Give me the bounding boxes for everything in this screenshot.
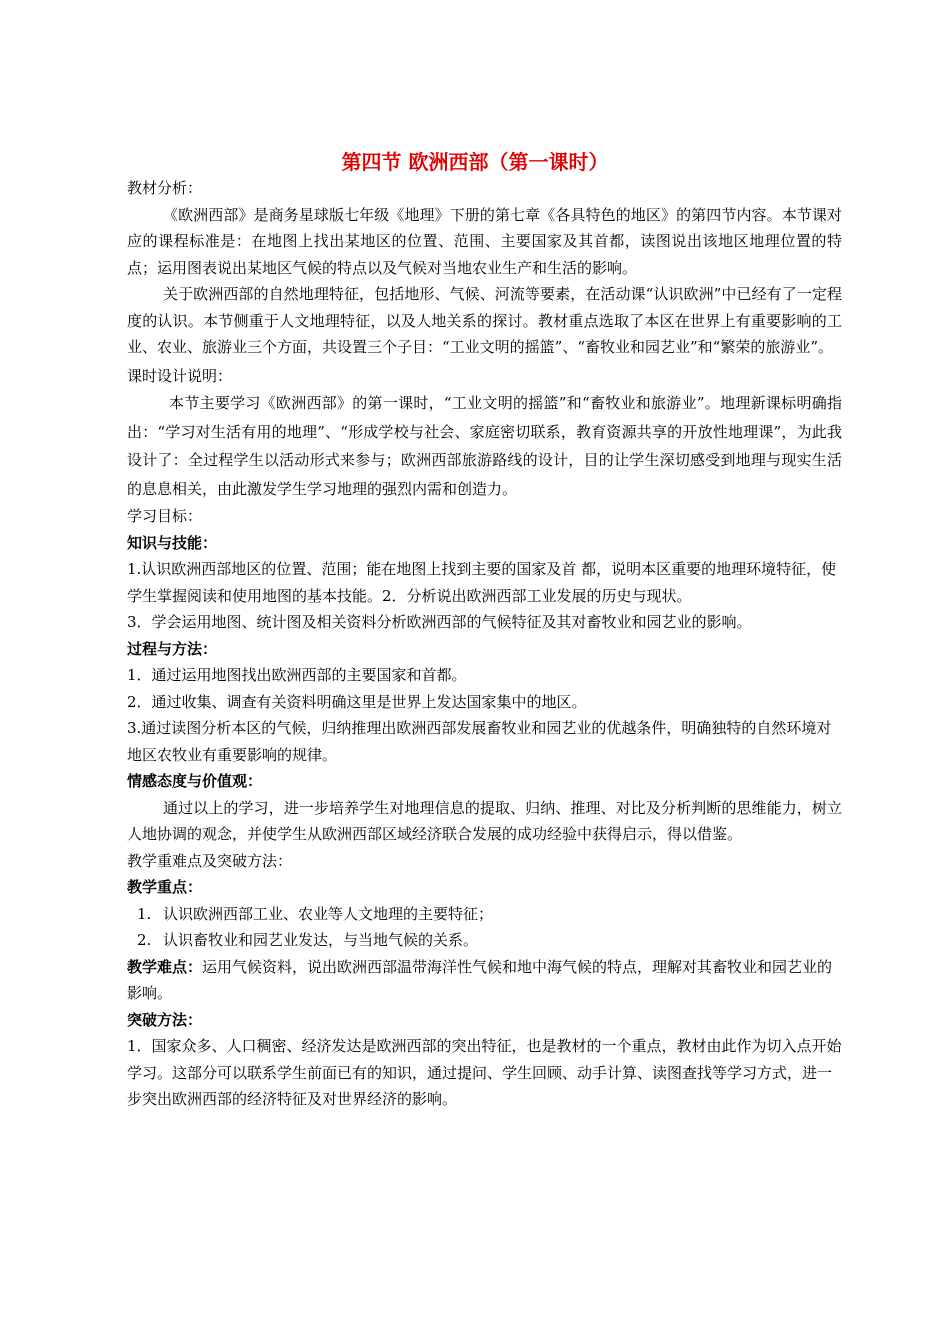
key-label: 教学重难点及突破方法： bbox=[127, 851, 293, 870]
knowledge-item-3: 3．学会运用地图、统计图及相关资料分析欧洲西部的气候特征及其对畜牧业和园艺业的影响。 bbox=[127, 613, 752, 631]
key-item-1 bbox=[127, 901, 842, 928]
document-body bbox=[127, 175, 842, 1113]
key-item-2-number: 2. bbox=[137, 931, 152, 949]
process-item-2: 2．通过收集、调查有关资料明确这里是世界上发达国家集中的地区。 bbox=[127, 692, 587, 711]
knowledge-item-1: 1.认识欧洲西部地区的位置、范围；能在地图上找到主要的国家及首 都，说明本区重要的地理环境特征，使学生掌握阅读和使用地图的基本技能。2．分析说出欧洲西部工业发展的历史与现状。 bbox=[127, 560, 837, 605]
difficulty-heading: 教学难点： bbox=[127, 957, 203, 976]
process-item-1: 1．通过运用地图找出欧洲西部的主要国家和首都。 bbox=[127, 666, 467, 684]
method-item-1: 1．国家众多、人口稠密、经济发达是欧洲西部的突出特征，也是教材的一个重点，教材由此作为切入点开始学习。这部分可以联系学生前面已有的知识，通过提问、学生回顾、动手计算、读图查找等学习方式，进一步突出欧洲西部的经济特征及对世界经济的影响。 bbox=[127, 1037, 842, 1108]
difficulty-paragraph bbox=[127, 954, 842, 1007]
key-item-1-text: 认识欧洲西部工业、农业等人文地理的主要特征； bbox=[163, 904, 494, 923]
analysis-paragraph-2: 关于欧洲西部的自然地理特征，包括地形、气候、河流等要素，在活动课“认识欧洲”中已经有了一定程度的认识。本节侧重于人文地理特征，以及人地关系的探讨。教材重点选取了本区在世界上有重要影响的工业、农业、旅游业三个方面，共设置三个子目：“工业文明的摇篮”、“畜牧业和园艺业”和“繁荣的旅游业”。 bbox=[127, 285, 842, 356]
process-heading: 过程与方法： bbox=[127, 639, 218, 658]
knowledge-heading: 知识与技能： bbox=[127, 533, 218, 552]
key-item-1-number: 1. bbox=[137, 904, 152, 923]
design-label: 课时设计说明： bbox=[127, 366, 233, 385]
key-item-2-text: 认识畜牧业和园艺业发达，与当地气候的关系。 bbox=[163, 931, 479, 949]
key-item-2 bbox=[127, 927, 842, 954]
method-heading: 突破方法： bbox=[127, 1010, 203, 1029]
page-title: 第四节 欧洲西部（第一课时） bbox=[341, 150, 609, 174]
analysis-label: 教材分析： bbox=[127, 179, 203, 197]
design-paragraph: 本节主要学习《欧洲西部》的第一课时，“工业文明的摇篮”和“畜牧业和旅游业”。地理新课标明确指出：“学习对生活有用的地理”、“形成学校与社会、家庭密切联系，教育资源共享的开放性地理课”，为此我设计了：全过程学生以活动形式来参与；欧洲西部旅游路线的设计，目的让学生深切感受到地理与现实生活的息息相关，由此激发学生学习地理的强烈内需和创造力。 bbox=[127, 394, 842, 498]
process-item-3: 3.通过读图分析本区的气候，归纳推理出欧洲西部发展畜牧业和园艺业的优越条件，明确独特的自然环境对地区农牧业有重要影响的规律。 bbox=[127, 719, 832, 764]
key-heading: 教学重点： bbox=[127, 878, 203, 896]
emotion-heading: 情感态度与价值观： bbox=[127, 772, 263, 790]
goals-label: 学习目标： bbox=[127, 507, 203, 525]
difficulty-text: 运用气候资料，说出欧洲西部温带海洋性气候和地中海气候的特点，理解对其畜牧业和园艺业的影响。 bbox=[127, 957, 833, 1002]
emotion-paragraph: 通过以上的学习，进一步培养学生对地理信息的提取、归纳、推理、对比及分析判断的思维能力，树立人地协调的观念，并使学生从欧洲西部区域经济联合发展的成功经验中获得启示，得以借鉴。 bbox=[127, 798, 842, 843]
analysis-paragraph-1: 《欧洲西部》是商务星球版七年级《地理》下册的第七章《各具特色的地区》的第四节内容。本节课对应的课程标准是：在地图上找出某地区的位置、范围、主要国家及其首都，读图说出该地区地理位置的特点；运用图表说出某地区气候的特点以及气候对当地农业生产和生活的影响。 bbox=[127, 205, 842, 277]
